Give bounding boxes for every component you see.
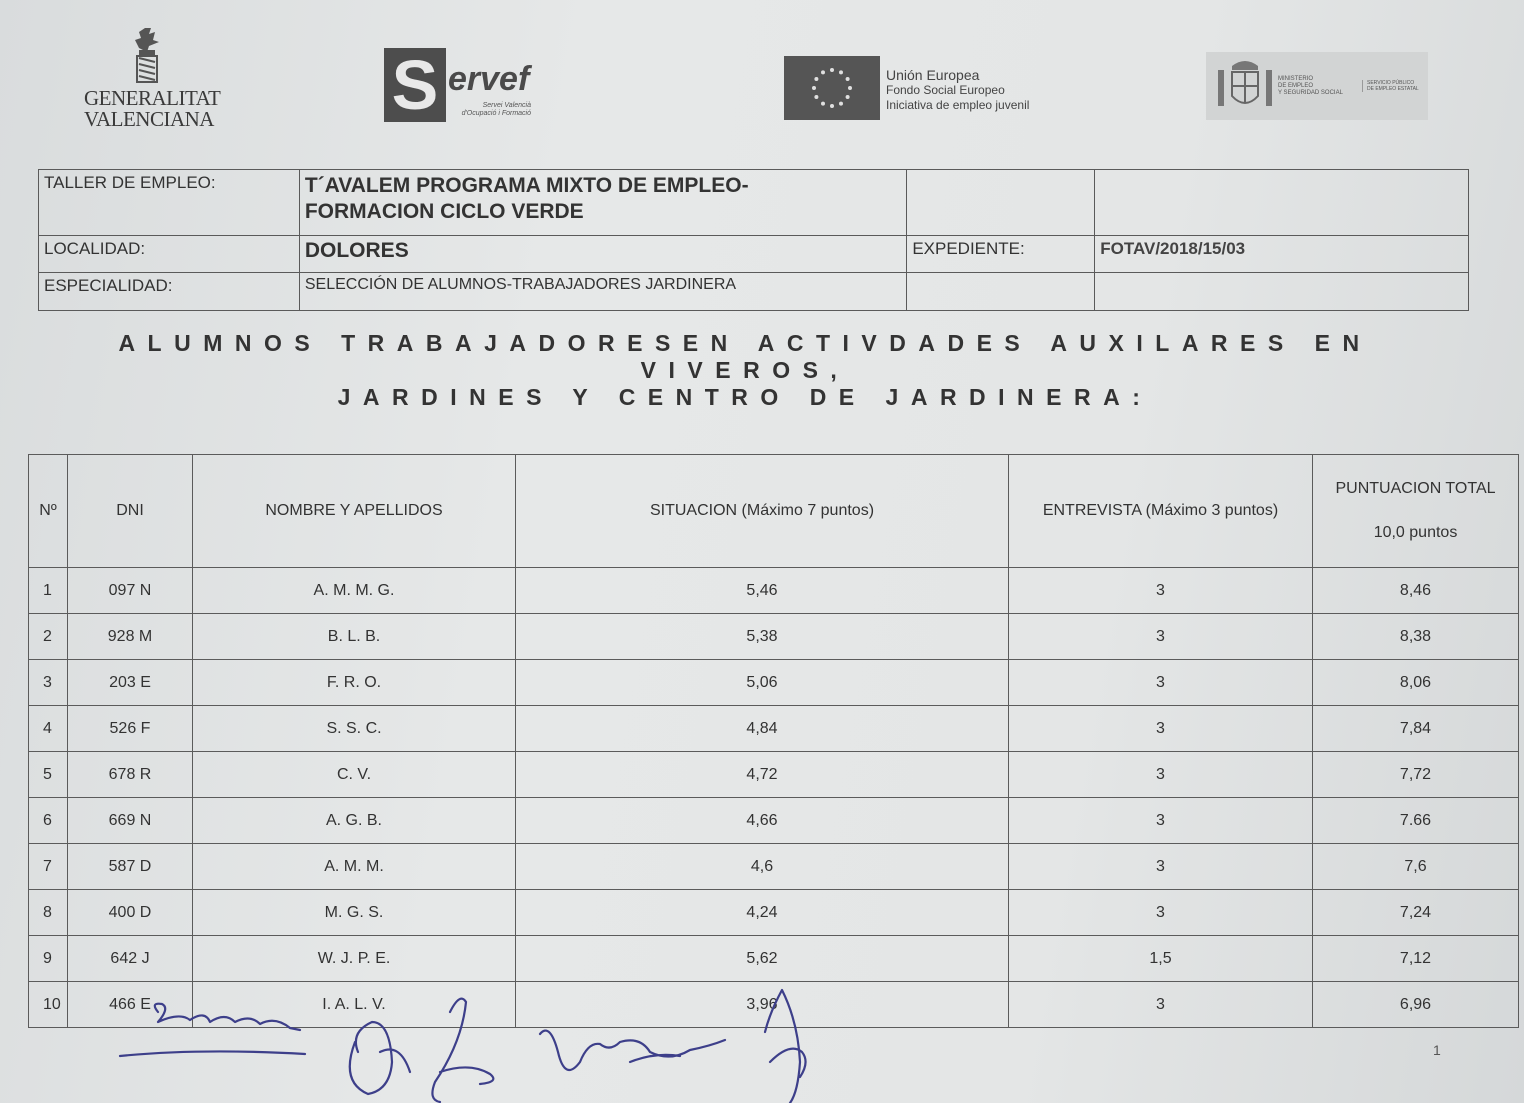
eu-logo [784,56,1074,122]
especialidad-label: ESPECIALIDAD: [39,273,300,311]
cell-nombre: A. M. M. [193,844,516,890]
results-header-row [29,455,1519,568]
cell-total: 6,96 [1313,982,1519,1028]
cell-nombre: S. S. C. [193,706,516,752]
cell-dni: 097 N [68,568,193,614]
header-row-especialidad [39,273,1469,311]
servef-subtitle [446,102,531,118]
ministerio-logo [1206,52,1428,120]
title-line1: ALUMNOS TRABAJADORESEN ACTIVDADES AUXILARES EN VIVEROS, [118,330,1372,383]
gv-text-line1: GENERALITAT [84,86,221,110]
col-header-situacion: SITUACION (Máximo 7 puntos) [516,455,1009,568]
cell-nombre: C. V. [193,752,516,798]
cell-dni: 678 R [68,752,193,798]
cell-n: 7 [29,844,68,890]
cell-n: 6 [29,798,68,844]
cell-total: 7.66 [1313,798,1519,844]
cell-nombre: F. R. O. [193,660,516,706]
cell-nombre: B. L. B. [193,614,516,660]
localidad-value: DOLORES [299,236,906,273]
especialidad-empty-2 [1095,273,1469,311]
logo-bar [0,0,1524,160]
header-row-localidad [39,236,1469,273]
cell-situacion: 4,6 [516,844,1009,890]
servef-sub1: Servei Valencià [482,102,531,109]
col-header-total [1313,455,1519,568]
table-row [29,752,1519,798]
eu-flag-icon [784,56,880,120]
cell-total: 7,72 [1313,752,1519,798]
table-row [29,568,1519,614]
bat-crest-icon [125,26,169,88]
cell-total: 8,06 [1313,660,1519,706]
cell-n: 10 [29,982,68,1028]
header-row-taller [39,170,1469,236]
cell-dni: 400 D [68,890,193,936]
results-table [28,454,1519,1028]
table-row [29,890,1519,936]
cell-entrevista: 3 [1009,706,1313,752]
table-row [29,660,1519,706]
signature-4 [765,990,806,1103]
table-row [29,936,1519,982]
taller-value-line1: T´AVALEM PROGRAMA MIXTO DE EMPLEO- [304,174,749,197]
col-header-entrevista: ENTREVISTA (Máximo 3 puntos) [1009,455,1313,568]
generalitat-valenciana-logo [84,26,221,131]
sepe-line2: DE EMPLEO ESTATAL [1367,86,1419,92]
cell-dni: 669 N [68,798,193,844]
cell-n: 3 [29,660,68,706]
taller-empty-1 [907,170,1095,236]
cell-nombre: A. M. M. G. [193,568,516,614]
cell-situacion: 4,84 [516,706,1009,752]
sepe-line1: SERVICIO PÚBLICO [1367,80,1415,86]
document-title [40,330,1450,411]
cell-total: 7,6 [1313,844,1519,890]
servef-word: ervef [448,60,530,98]
cell-dni: 466 E [68,982,193,1028]
cell-n: 5 [29,752,68,798]
col-header-total-line2: 10,0 puntos [1373,524,1458,541]
taller-value [299,170,906,236]
cell-entrevista: 3 [1009,844,1313,890]
col-header-total-line1: PUNTUACION TOTAL [1335,480,1496,497]
cell-n: 9 [29,936,68,982]
cell-situacion: 3,96 [516,982,1009,1028]
cell-total: 8,38 [1313,614,1519,660]
signature-3 [540,1031,725,1070]
signature-1 [120,1004,305,1056]
cell-entrevista: 3 [1009,890,1313,936]
cell-entrevista: 3 [1009,568,1313,614]
expediente-value: FOTAV/2018/15/03 [1095,236,1469,273]
table-row [29,706,1519,752]
cell-total: 7,12 [1313,936,1519,982]
col-header-dni: DNI [68,455,193,568]
cell-dni: 928 M [68,614,193,660]
spain-coat-of-arms-icon [1214,56,1276,116]
eu-line1: Unión Europea [886,67,980,83]
cell-n: 1 [29,568,68,614]
cell-situacion: 4,66 [516,798,1009,844]
cell-situacion: 5,38 [516,614,1009,660]
cell-total: 7,24 [1313,890,1519,936]
servef-logo [384,48,544,124]
sepe-text [1362,80,1429,92]
cell-n: 4 [29,706,68,752]
taller-empty-2 [1095,170,1469,236]
especialidad-empty-1 [907,273,1095,311]
cell-n: 8 [29,890,68,936]
cell-entrevista: 1,5 [1009,936,1313,982]
min-line2: DE EMPLEO [1278,83,1314,89]
min-line3: Y SEGURIDAD SOCIAL [1278,90,1343,96]
signature-2 [350,999,494,1102]
min-line1: MINISTERIO [1278,76,1314,82]
cell-dni: 526 F [68,706,193,752]
cell-entrevista: 3 [1009,752,1313,798]
title-line2: JARDINES Y CENTRO DE JARDINERA: [337,384,1153,410]
cell-total: 8,46 [1313,568,1519,614]
cell-nombre: I. A. L. V. [193,982,516,1028]
taller-label: TALLER DE EMPLEO: [39,170,300,236]
cell-entrevista: 3 [1009,798,1313,844]
cell-dni: 203 E [68,660,193,706]
cell-nombre: M. G. S. [193,890,516,936]
header-table [38,169,1469,311]
taller-value-line2: FORMACION CICLO VERDE [304,200,584,223]
cell-dni: 642 J [68,936,193,982]
handwritten-signatures [110,982,830,1103]
col-header-n: Nº [29,455,68,568]
cell-situacion: 5,46 [516,568,1009,614]
gv-text-line2: VALENCIANA [84,107,214,131]
eu-line2: Fondo Social Europeo [886,83,1005,97]
cell-entrevista: 3 [1009,982,1313,1028]
servef-mark: S [384,48,446,122]
cell-situacion: 5,62 [516,936,1009,982]
table-row [29,798,1519,844]
cell-situacion: 5,06 [516,660,1009,706]
eu-text [886,68,1029,113]
table-row [29,844,1519,890]
cell-situacion: 4,24 [516,890,1009,936]
col-header-nombre: NOMBRE Y APELLIDOS [193,455,516,568]
ministerio-text [1278,76,1358,97]
page-number: 1 [1433,1042,1441,1058]
localidad-label: LOCALIDAD: [39,236,300,273]
cell-nombre: W. J. P. E. [193,936,516,982]
expediente-label: EXPEDIENTE: [907,236,1095,273]
cell-n: 2 [29,614,68,660]
cell-entrevista: 3 [1009,614,1313,660]
cell-nombre: A. G. B. [193,798,516,844]
servef-sub2: d'Ocupació i Formació [461,110,531,117]
cell-entrevista: 3 [1009,660,1313,706]
table-row [29,614,1519,660]
cell-total: 7,84 [1313,706,1519,752]
eu-line3: Iniciativa de empleo juvenil [886,98,1030,112]
cell-dni: 587 D [68,844,193,890]
cell-situacion: 4,72 [516,752,1009,798]
especialidad-value: SELECCIÓN DE ALUMNOS-TRABAJADORES JARDINERA [299,273,906,311]
